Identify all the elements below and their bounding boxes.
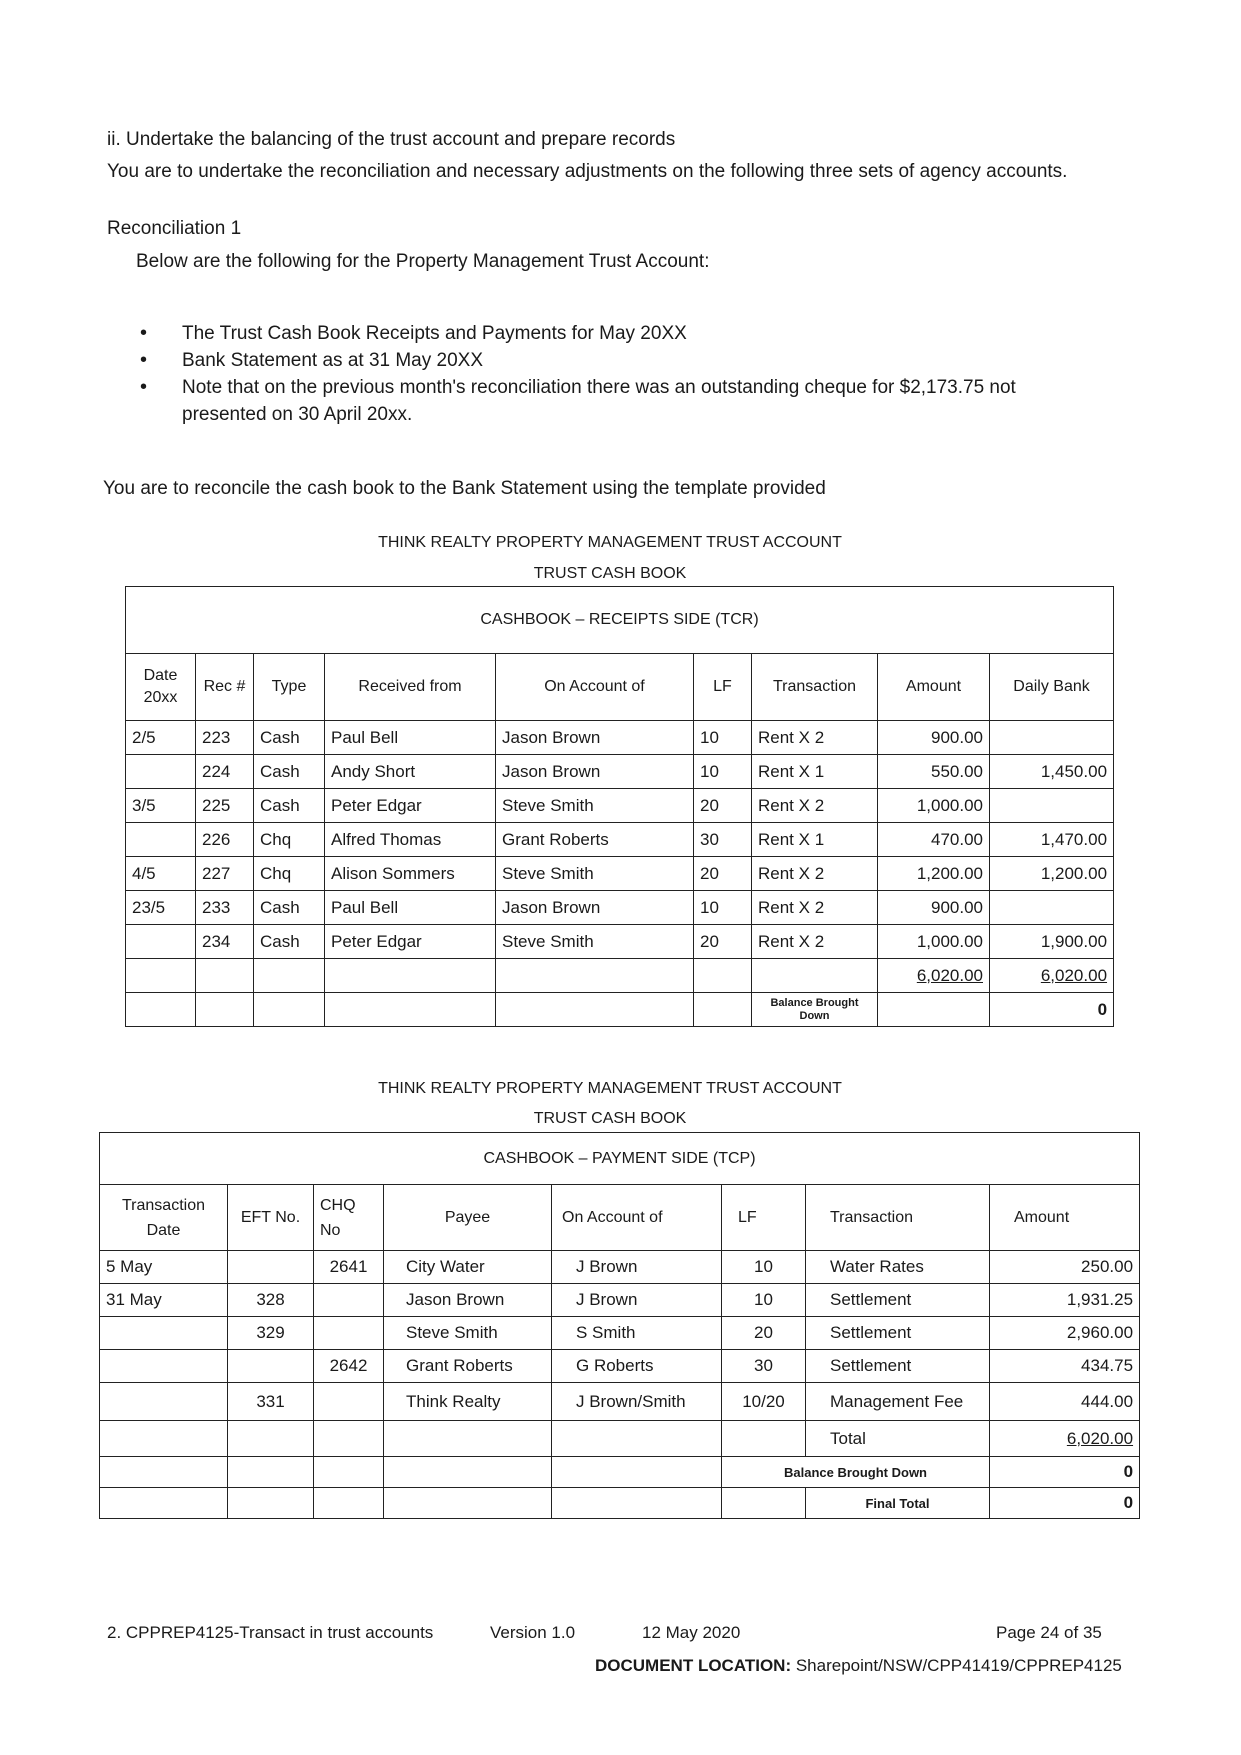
cell-eft-no — [228, 1350, 314, 1383]
cell-amount: 900.00 — [878, 721, 990, 755]
cell-transaction: Settlement — [806, 1284, 990, 1317]
payments-caption-account: THINK REALTY PROPERTY MANAGEMENT TRUST ACCOUNT — [378, 1080, 842, 1097]
cell-date: 4/5 — [126, 857, 196, 891]
cell-transaction-date — [100, 1383, 228, 1421]
payments-caption-book: TRUST CASH BOOK — [533, 1110, 687, 1127]
cell-daily-bank: 1,900.00 — [990, 925, 1114, 959]
cell-transaction: Rent X 2 — [752, 721, 878, 755]
col-header-lf: LF — [694, 654, 752, 721]
cell-date: 3/5 — [126, 789, 196, 823]
col-header-on-account-of: On Account of — [552, 1185, 722, 1251]
payments-final-row — [100, 1488, 1140, 1519]
table-row — [126, 755, 1114, 789]
receipts-table — [125, 586, 1114, 1027]
cell-lf: 20 — [694, 857, 752, 891]
receipts-table-title: CASHBOOK – RECEIPTS SIDE (TCR) — [126, 587, 1114, 654]
cell-transaction-date — [100, 1317, 228, 1350]
list-item: • Note that on the previous month's reconciliation there was an outstanding cheque for $2,173.75 not presented on 30 April 20xx. — [140, 374, 1102, 428]
cell-chq-no — [314, 1284, 384, 1317]
cell-chq-no — [314, 1317, 384, 1350]
cell-lf: 10 — [694, 755, 752, 789]
receipts-total-amount: 6,020.00 — [878, 959, 990, 993]
table-row — [100, 1284, 1140, 1317]
cell-payee: Grant Roberts — [384, 1350, 552, 1383]
cell-on-account-of: Jason Brown — [496, 755, 694, 789]
cell-received-from: Paul Bell — [325, 721, 496, 755]
cell-on-account-of: Jason Brown — [496, 891, 694, 925]
cell-transaction-date: 31 May — [100, 1284, 228, 1317]
cell-transaction: Water Rates — [806, 1251, 990, 1284]
payments-total-label: Total — [806, 1421, 990, 1457]
cell-transaction: Rent X 2 — [752, 857, 878, 891]
receipts-total-row — [126, 959, 1114, 993]
cell-on-account-of: G Roberts — [552, 1350, 722, 1383]
cell-on-account-of: J Brown — [552, 1284, 722, 1317]
cell-transaction-date: 5 May — [100, 1251, 228, 1284]
cell-amount: 444.00 — [990, 1383, 1140, 1421]
footer-page-number: Page 24 of 35 — [996, 1623, 1102, 1642]
cell-on-account-of: S Smith — [552, 1317, 722, 1350]
cell-lf: 20 — [694, 925, 752, 959]
cell-payee: City Water — [384, 1251, 552, 1284]
table-row — [126, 823, 1114, 857]
instruction-text: You are to undertake the reconciliation and necessary adjustments on the following three sets of agency accounts. — [107, 161, 1068, 182]
list-item: • The Trust Cash Book Receipts and Payments for May 20XX — [140, 320, 1120, 347]
cell-chq-no: 2642 — [314, 1350, 384, 1383]
footer-document-location — [595, 1656, 1122, 1676]
cell-type: Chq — [254, 823, 325, 857]
cell-transaction: Rent X 2 — [752, 891, 878, 925]
payments-final-label: Final Total — [806, 1488, 990, 1519]
cell-type: Cash — [254, 891, 325, 925]
cell-lf: 30 — [694, 823, 752, 857]
list-item: • Bank Statement as at 31 May 20XX — [140, 347, 1120, 374]
payments-table-title: CASHBOOK – PAYMENT SIDE (TCP) — [100, 1133, 1140, 1185]
receipts-total-daily-bank: 6,020.00 — [990, 959, 1114, 993]
cell-on-account-of: Grant Roberts — [496, 823, 694, 857]
cell-rec: 234 — [196, 925, 254, 959]
cell-amount: 1,931.25 — [990, 1284, 1140, 1317]
cell-eft-no: 331 — [228, 1383, 314, 1421]
cell-received-from: Peter Edgar — [325, 925, 496, 959]
payments-total-value: 6,020.00 — [990, 1421, 1140, 1457]
cell-on-account-of: Steve Smith — [496, 925, 694, 959]
cell-daily-bank: 1,470.00 — [990, 823, 1114, 857]
receipts-header-row — [126, 654, 1114, 721]
cell-on-account-of: Steve Smith — [496, 789, 694, 823]
cell-type: Cash — [254, 721, 325, 755]
cell-eft-no: 328 — [228, 1284, 314, 1317]
cell-amount: 250.00 — [990, 1251, 1140, 1284]
table-row — [126, 721, 1114, 755]
cell-payee: Jason Brown — [384, 1284, 552, 1317]
cell-transaction: Rent X 1 — [752, 823, 878, 857]
cell-rec: 223 — [196, 721, 254, 755]
footer-location-label: DOCUMENT LOCATION: — [595, 1656, 792, 1675]
col-header-transaction: Transaction — [806, 1185, 990, 1251]
cell-chq-no — [314, 1383, 384, 1421]
cell-date — [126, 925, 196, 959]
col-header-transaction-date: Transaction Date — [100, 1185, 228, 1251]
cell-received-from: Peter Edgar — [325, 789, 496, 823]
cell-transaction: Management Fee — [806, 1383, 990, 1421]
cell-transaction: Rent X 2 — [752, 925, 878, 959]
cell-payee: Steve Smith — [384, 1317, 552, 1350]
cell-lf: 10 — [722, 1284, 806, 1317]
cell-rec: 233 — [196, 891, 254, 925]
cell-amount: 550.00 — [878, 755, 990, 789]
receipts-bbd-row — [126, 993, 1114, 1027]
footer-location-value: Sharepoint/NSW/CPP41419/CPPREP4125 — [795, 1656, 1122, 1675]
footer-date: 12 May 2020 — [642, 1623, 741, 1642]
cell-lf: 30 — [722, 1350, 806, 1383]
payments-table — [99, 1132, 1140, 1519]
cell-chq-no: 2641 — [314, 1251, 384, 1284]
cell-daily-bank: 1,450.00 — [990, 755, 1114, 789]
col-header-eft-no: EFT No. — [228, 1185, 314, 1251]
table-row — [100, 1383, 1140, 1421]
cell-transaction-date — [100, 1350, 228, 1383]
col-header-rec: Rec # — [196, 654, 254, 721]
receipts-bbd-label: Balance Brought Down — [752, 993, 878, 1027]
footer-course: 2. CPPREP4125-Transact in trust accounts — [107, 1623, 434, 1642]
cell-amount: 434.75 — [990, 1350, 1140, 1383]
cell-rec: 227 — [196, 857, 254, 891]
table-row — [100, 1251, 1140, 1284]
col-header-daily-bank: Daily Bank — [990, 654, 1114, 721]
cell-payee: Think Realty — [384, 1383, 552, 1421]
col-header-type: Type — [254, 654, 325, 721]
cell-type: Cash — [254, 789, 325, 823]
cell-date — [126, 823, 196, 857]
cell-eft-no: 329 — [228, 1317, 314, 1350]
table-row — [126, 891, 1114, 925]
cell-transaction: Settlement — [806, 1317, 990, 1350]
receipts-caption-account: THINK REALTY PROPERTY MANAGEMENT TRUST ACCOUNT — [378, 534, 842, 551]
requirements-list — [140, 320, 1120, 428]
payments-bbd-value: 0 — [990, 1457, 1140, 1488]
cell-daily-bank — [990, 891, 1114, 925]
cell-rec: 226 — [196, 823, 254, 857]
cell-on-account-of: Jason Brown — [496, 721, 694, 755]
cell-date: 23/5 — [126, 891, 196, 925]
payments-header-row — [100, 1185, 1140, 1251]
cell-amount: 470.00 — [878, 823, 990, 857]
cell-amount: 1,000.00 — [878, 789, 990, 823]
cell-lf: 10 — [722, 1251, 806, 1284]
cell-daily-bank — [990, 789, 1114, 823]
col-header-amount: Amount — [990, 1185, 1140, 1251]
col-header-amount: Amount — [878, 654, 990, 721]
col-header-lf: LF — [722, 1185, 806, 1251]
cell-rec: 225 — [196, 789, 254, 823]
cell-lf: 10/20 — [722, 1383, 806, 1421]
payments-total-row — [100, 1421, 1140, 1457]
table-row — [100, 1350, 1140, 1383]
col-header-on-account-of: On Account of — [496, 654, 694, 721]
col-header-received-from: Received from — [325, 654, 496, 721]
cell-amount: 1,000.00 — [878, 925, 990, 959]
cell-lf: 20 — [694, 789, 752, 823]
payments-final-value: 0 — [990, 1488, 1140, 1519]
table-row — [126, 857, 1114, 891]
cell-received-from: Alfred Thomas — [325, 823, 496, 857]
reconciliation-title: Reconciliation 1 — [107, 218, 242, 239]
cell-transaction: Settlement — [806, 1350, 990, 1383]
table-row — [100, 1317, 1140, 1350]
cell-eft-no — [228, 1251, 314, 1284]
col-header-payee: Payee — [384, 1185, 552, 1251]
cell-type: Chq — [254, 857, 325, 891]
cell-rec: 224 — [196, 755, 254, 789]
cell-amount: 900.00 — [878, 891, 990, 925]
footer-version: Version 1.0 — [490, 1623, 576, 1642]
cell-received-from: Andy Short — [325, 755, 496, 789]
table-row — [126, 789, 1114, 823]
receipts-bbd-value: 0 — [990, 993, 1114, 1027]
cell-amount: 1,200.00 — [878, 857, 990, 891]
col-header-date: Date 20xx — [126, 654, 196, 721]
cell-on-account-of: Steve Smith — [496, 857, 694, 891]
cell-transaction: Rent X 2 — [752, 789, 878, 823]
cell-amount: 2,960.00 — [990, 1317, 1140, 1350]
cell-date: 2/5 — [126, 721, 196, 755]
table-row — [126, 925, 1114, 959]
reconciliation-lead: Below are the following for the Property Management Trust Account: — [136, 251, 710, 272]
col-header-transaction: Transaction — [752, 654, 878, 721]
cell-received-from: Alison Sommers — [325, 857, 496, 891]
cell-lf: 10 — [694, 891, 752, 925]
section-heading: ii. Undertake the balancing of the trust account and prepare records — [107, 129, 676, 150]
col-header-chq-no: CHQ No — [314, 1185, 384, 1251]
payments-bbd-label: Balance Brought Down — [722, 1457, 990, 1488]
task-text: You are to reconcile the cash book to the Bank Statement using the template provided — [103, 478, 826, 499]
cell-type: Cash — [254, 755, 325, 789]
cell-type: Cash — [254, 925, 325, 959]
cell-lf: 20 — [722, 1317, 806, 1350]
cell-date — [126, 755, 196, 789]
cell-received-from: Paul Bell — [325, 891, 496, 925]
cell-on-account-of: J Brown — [552, 1251, 722, 1284]
cell-on-account-of: J Brown/Smith — [552, 1383, 722, 1421]
cell-lf: 10 — [694, 721, 752, 755]
cell-daily-bank — [990, 721, 1114, 755]
payments-bbd-row — [100, 1457, 1140, 1488]
receipts-caption-book: TRUST CASH BOOK — [533, 565, 687, 582]
cell-transaction: Rent X 1 — [752, 755, 878, 789]
cell-daily-bank: 1,200.00 — [990, 857, 1114, 891]
